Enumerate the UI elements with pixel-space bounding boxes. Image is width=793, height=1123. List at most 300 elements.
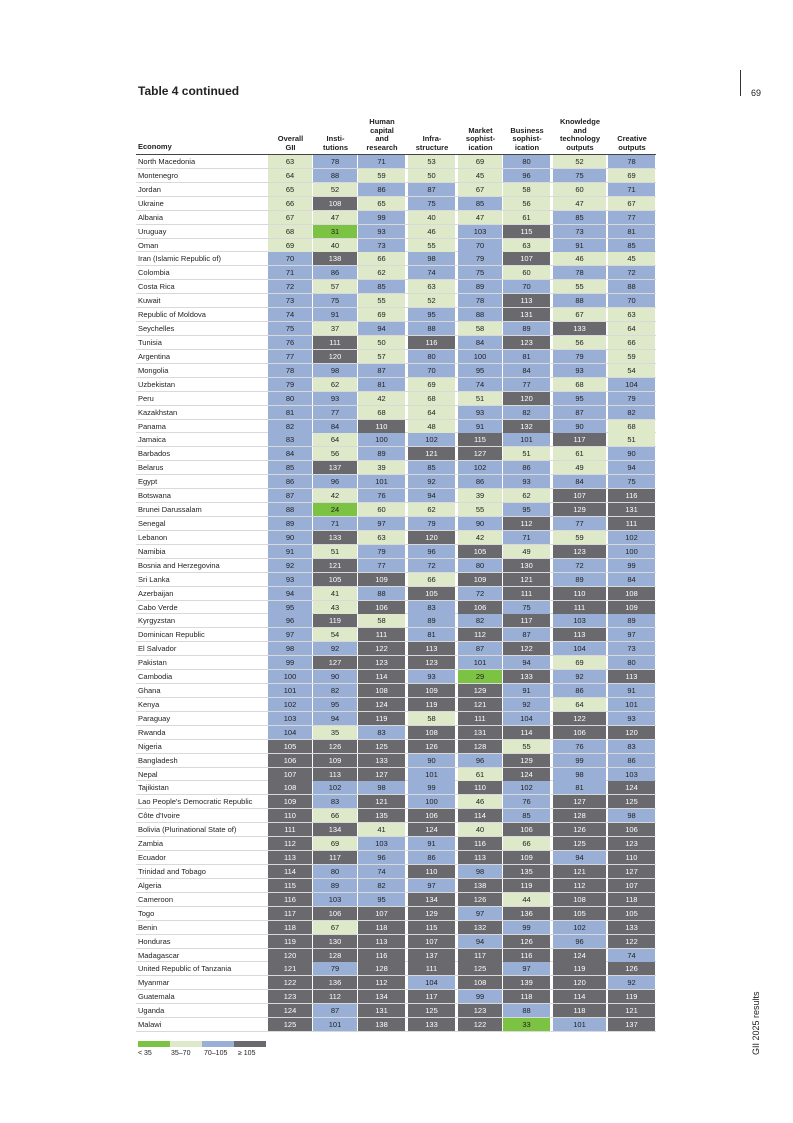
rank-cell-institutions: 127 xyxy=(313,656,357,669)
table-row xyxy=(136,350,656,364)
rank-cell-creative-outputs: 116 xyxy=(608,489,655,502)
rank-cell-human-capital: 79 xyxy=(358,545,405,558)
economy-name: Kyrgyzstan xyxy=(138,616,176,626)
rank-cell-market-sophistication: 114 xyxy=(458,809,502,822)
rank-cell-creative-outputs: 71 xyxy=(608,183,655,196)
rank-cell-institutions: 84 xyxy=(313,420,357,433)
rank-cell-human-capital: 125 xyxy=(358,740,405,753)
rank-cell-institutions: 134 xyxy=(313,823,357,836)
rank-cell-creative-outputs: 68 xyxy=(608,420,655,433)
rank-cell-human-capital: 135 xyxy=(358,809,405,822)
rank-cell-knowledge-outputs: 76 xyxy=(553,740,606,753)
economy-name: Tajikistan xyxy=(138,783,169,793)
rank-cell-infrastructure: 134 xyxy=(408,893,455,906)
rank-cell-market-sophistication: 91 xyxy=(458,420,502,433)
rank-cell-human-capital: 76 xyxy=(358,489,405,502)
rank-cell-market-sophistication: 100 xyxy=(458,350,502,363)
table-row xyxy=(136,726,656,740)
rank-cell-infrastructure: 46 xyxy=(408,225,455,238)
economy-name: Brunei Darussalam xyxy=(138,505,202,515)
rank-cell-infrastructure: 80 xyxy=(408,350,455,363)
economy-name: Kazakhstan xyxy=(138,407,178,417)
economy-name: Tunisia xyxy=(138,337,162,347)
rank-cell-institutions: 41 xyxy=(313,587,357,600)
rank-cell-institutions: 105 xyxy=(313,573,357,586)
table-row xyxy=(136,670,656,684)
rank-cell-human-capital: 110 xyxy=(358,420,405,433)
rank-cell-human-capital: 123 xyxy=(358,656,405,669)
rank-cell-knowledge-outputs: 118 xyxy=(553,1004,606,1017)
rank-cell-infrastructure: 40 xyxy=(408,211,455,224)
rank-cell-institutions: 120 xyxy=(313,350,357,363)
economy-name: Benin xyxy=(138,922,158,932)
rank-cell-knowledge-outputs: 94 xyxy=(553,851,606,864)
rank-cell-institutions: 57 xyxy=(313,280,357,293)
rank-cell-business-sophistication: 55 xyxy=(503,740,550,753)
rank-cell-infrastructure: 66 xyxy=(408,573,455,586)
economy-name: Peru xyxy=(138,393,154,403)
rank-cell-overall-gii: 89 xyxy=(268,517,312,530)
legend-label-35-70: 35–70 xyxy=(171,1050,191,1057)
table-row xyxy=(136,754,656,768)
rank-cell-market-sophistication: 85 xyxy=(458,197,502,210)
table-row xyxy=(136,865,656,879)
rank-cell-overall-gii: 108 xyxy=(268,781,312,794)
rank-cell-knowledge-outputs: 110 xyxy=(553,587,606,600)
economy-name: Uganda xyxy=(138,1006,165,1016)
header-rule xyxy=(740,70,741,96)
rank-cell-business-sophistication: 88 xyxy=(503,1004,550,1017)
rank-cell-creative-outputs: 77 xyxy=(608,211,655,224)
table-row xyxy=(136,1018,656,1032)
rank-cell-market-sophistication: 93 xyxy=(458,406,502,419)
rank-cell-creative-outputs: 137 xyxy=(608,1018,655,1031)
rank-cell-overall-gii: 67 xyxy=(268,211,312,224)
economy-name: United Republic of Tanzania xyxy=(138,964,232,974)
rank-cell-overall-gii: 122 xyxy=(268,976,312,989)
rank-cell-institutions: 83 xyxy=(313,795,357,808)
rank-cell-creative-outputs: 83 xyxy=(608,740,655,753)
table-row xyxy=(136,420,656,434)
rank-cell-knowledge-outputs: 124 xyxy=(553,949,606,962)
economy-name: Algeria xyxy=(138,880,162,890)
rank-cell-creative-outputs: 59 xyxy=(608,350,655,363)
rank-cell-human-capital: 60 xyxy=(358,503,405,516)
rank-cell-business-sophistication: 81 xyxy=(503,350,550,363)
rank-cell-overall-gii: 87 xyxy=(268,489,312,502)
rank-cell-market-sophistication: 96 xyxy=(458,754,502,767)
rank-cell-human-capital: 99 xyxy=(358,211,405,224)
table-row xyxy=(136,614,656,628)
rank-cell-human-capital: 112 xyxy=(358,976,405,989)
economy-name: Jordan xyxy=(138,184,161,194)
rank-cell-creative-outputs: 107 xyxy=(608,879,655,892)
rank-cell-creative-outputs: 118 xyxy=(608,893,655,906)
rank-cell-infrastructure: 106 xyxy=(408,809,455,822)
rank-cell-overall-gii: 83 xyxy=(268,433,312,446)
rank-cell-knowledge-outputs: 113 xyxy=(553,628,606,641)
rank-cell-human-capital: 118 xyxy=(358,921,405,934)
rank-cell-knowledge-outputs: 49 xyxy=(553,461,606,474)
rank-cell-institutions: 128 xyxy=(313,949,357,962)
economy-name: Panama xyxy=(138,421,166,431)
rank-cell-creative-outputs: 85 xyxy=(608,239,655,252)
rank-cell-institutions: 62 xyxy=(313,378,357,391)
rank-cell-institutions: 96 xyxy=(313,475,357,488)
table-row xyxy=(136,990,656,1004)
rank-cell-infrastructure: 117 xyxy=(408,990,455,1003)
rank-cell-institutions: 42 xyxy=(313,489,357,502)
economy-name: Jamaica xyxy=(138,435,166,445)
rank-cell-business-sophistication: 126 xyxy=(503,935,550,948)
rank-cell-knowledge-outputs: 128 xyxy=(553,809,606,822)
table-row xyxy=(136,976,656,990)
rank-cell-overall-gii: 99 xyxy=(268,656,312,669)
rank-cell-market-sophistication: 131 xyxy=(458,726,502,739)
rank-cell-business-sophistication: 96 xyxy=(503,169,550,182)
rank-cell-business-sophistication: 123 xyxy=(503,336,550,349)
rank-cell-infrastructure: 85 xyxy=(408,461,455,474)
rank-cell-overall-gii: 125 xyxy=(268,1018,312,1031)
rank-cell-creative-outputs: 70 xyxy=(608,294,655,307)
rank-cell-human-capital: 85 xyxy=(358,280,405,293)
economy-name: Cameroon xyxy=(138,894,174,904)
rank-cell-human-capital: 93 xyxy=(358,225,405,238)
rank-cell-human-capital: 113 xyxy=(358,935,405,948)
rank-cell-overall-gii: 102 xyxy=(268,698,312,711)
rank-cell-overall-gii: 88 xyxy=(268,503,312,516)
rank-cell-business-sophistication: 133 xyxy=(503,670,550,683)
economy-name: Ecuador xyxy=(138,853,166,863)
rank-cell-knowledge-outputs: 101 xyxy=(553,1018,606,1031)
rank-cell-institutions: 24 xyxy=(313,503,357,516)
rank-cell-business-sophistication: 124 xyxy=(503,768,550,781)
rank-cell-creative-outputs: 67 xyxy=(608,197,655,210)
rank-cell-creative-outputs: 101 xyxy=(608,698,655,711)
rank-cell-business-sophistication: 116 xyxy=(503,949,550,962)
rank-cell-institutions: 113 xyxy=(313,768,357,781)
rank-cell-knowledge-outputs: 56 xyxy=(553,336,606,349)
rank-cell-overall-gii: 63 xyxy=(268,155,312,168)
economy-name: Cambodia xyxy=(138,672,173,682)
rank-cell-knowledge-outputs: 84 xyxy=(553,475,606,488)
rank-cell-infrastructure: 69 xyxy=(408,378,455,391)
rank-cell-infrastructure: 102 xyxy=(408,433,455,446)
rank-cell-creative-outputs: 93 xyxy=(608,712,655,725)
rank-cell-knowledge-outputs: 120 xyxy=(553,976,606,989)
table-row xyxy=(136,308,656,322)
rank-cell-human-capital: 97 xyxy=(358,517,405,530)
rank-cell-human-capital: 106 xyxy=(358,601,405,614)
rank-cell-business-sophistication: 87 xyxy=(503,628,550,641)
rank-cell-knowledge-outputs: 98 xyxy=(553,768,606,781)
rank-cell-market-sophistication: 69 xyxy=(458,155,502,168)
rank-cell-business-sophistication: 33 xyxy=(503,1018,550,1031)
rank-cell-infrastructure: 98 xyxy=(408,252,455,265)
rank-cell-knowledge-outputs: 91 xyxy=(553,239,606,252)
rank-cell-business-sophistication: 85 xyxy=(503,809,550,822)
rank-cell-overall-gii: 82 xyxy=(268,420,312,433)
rank-cell-business-sophistication: 86 xyxy=(503,461,550,474)
table-row xyxy=(136,768,656,782)
rank-cell-knowledge-outputs: 81 xyxy=(553,781,606,794)
rank-cell-human-capital: 111 xyxy=(358,628,405,641)
rank-cell-infrastructure: 125 xyxy=(408,1004,455,1017)
rank-cell-knowledge-outputs: 47 xyxy=(553,197,606,210)
table-row xyxy=(136,280,656,294)
economy-name: Lebanon xyxy=(138,532,168,542)
table-row xyxy=(136,1004,656,1018)
rank-cell-overall-gii: 65 xyxy=(268,183,312,196)
rank-cell-creative-outputs: 104 xyxy=(608,378,655,391)
rank-cell-market-sophistication: 97 xyxy=(458,907,502,920)
rank-cell-business-sophistication: 71 xyxy=(503,531,550,544)
rank-cell-creative-outputs: 124 xyxy=(608,781,655,794)
rank-cell-infrastructure: 119 xyxy=(408,698,455,711)
rank-cell-institutions: 87 xyxy=(313,1004,357,1017)
header-institutions: Insti- tutions xyxy=(323,134,348,152)
rank-cell-human-capital: 109 xyxy=(358,573,405,586)
rank-cell-infrastructure: 100 xyxy=(408,795,455,808)
rank-cell-market-sophistication: 94 xyxy=(458,935,502,948)
rank-cell-infrastructure: 79 xyxy=(408,517,455,530)
economy-name: Colombia xyxy=(138,268,170,278)
legend-swatch-35-70 xyxy=(170,1041,202,1047)
rank-cell-creative-outputs: 81 xyxy=(608,225,655,238)
rank-cell-overall-gii: 76 xyxy=(268,336,312,349)
rank-cell-human-capital: 138 xyxy=(358,1018,405,1031)
rank-cell-overall-gii: 68 xyxy=(268,225,312,238)
rank-cell-infrastructure: 116 xyxy=(408,336,455,349)
rank-cell-creative-outputs: 126 xyxy=(608,962,655,975)
rank-cell-human-capital: 133 xyxy=(358,754,405,767)
rank-cell-infrastructure: 108 xyxy=(408,726,455,739)
rank-cell-infrastructure: 55 xyxy=(408,239,455,252)
rank-cell-infrastructure: 107 xyxy=(408,935,455,948)
rank-cell-business-sophistication: 51 xyxy=(503,447,550,460)
rank-cell-overall-gii: 96 xyxy=(268,614,312,627)
rank-cell-human-capital: 74 xyxy=(358,865,405,878)
rank-cell-business-sophistication: 56 xyxy=(503,197,550,210)
table-row xyxy=(136,573,656,587)
rank-cell-market-sophistication: 115 xyxy=(458,433,502,446)
rank-cell-knowledge-outputs: 69 xyxy=(553,656,606,669)
rank-cell-market-sophistication: 40 xyxy=(458,823,502,836)
rank-cell-creative-outputs: 54 xyxy=(608,364,655,377)
rank-cell-market-sophistication: 78 xyxy=(458,294,502,307)
table-row xyxy=(136,336,656,350)
economy-column-header: Economy xyxy=(138,142,172,151)
rank-cell-institutions: 47 xyxy=(313,211,357,224)
rank-cell-infrastructure: 121 xyxy=(408,447,455,460)
table-row xyxy=(136,642,656,656)
economy-name: Republic of Moldova xyxy=(138,310,206,320)
rank-cell-knowledge-outputs: 55 xyxy=(553,280,606,293)
rank-cell-market-sophistication: 82 xyxy=(458,614,502,627)
economy-name: Montenegro xyxy=(138,170,179,180)
rank-cell-market-sophistication: 75 xyxy=(458,266,502,279)
rank-cell-business-sophistication: 139 xyxy=(503,976,550,989)
rank-cell-infrastructure: 133 xyxy=(408,1018,455,1031)
rank-cell-market-sophistication: 84 xyxy=(458,336,502,349)
rank-cell-business-sophistication: 94 xyxy=(503,656,550,669)
economy-name: Rwanda xyxy=(138,727,166,737)
rank-cell-institutions: 79 xyxy=(313,962,357,975)
rank-cell-overall-gii: 113 xyxy=(268,851,312,864)
page-number: 69 xyxy=(751,88,762,98)
rank-cell-overall-gii: 94 xyxy=(268,587,312,600)
rank-cell-overall-gii: 98 xyxy=(268,642,312,655)
rank-cell-human-capital: 82 xyxy=(358,879,405,892)
rank-cell-market-sophistication: 121 xyxy=(458,698,502,711)
economy-name: Albania xyxy=(138,212,164,222)
header-knowledge-outputs: Knowledge and technology outputs xyxy=(559,117,600,152)
rank-cell-human-capital: 100 xyxy=(358,433,405,446)
rank-cell-overall-gii: 118 xyxy=(268,921,312,934)
rank-cell-knowledge-outputs: 126 xyxy=(553,823,606,836)
rank-cell-institutions: 95 xyxy=(313,698,357,711)
rank-cell-human-capital: 55 xyxy=(358,294,405,307)
legend-label-ge105: ≥ 105 xyxy=(238,1050,256,1057)
rank-cell-business-sophistication: 130 xyxy=(503,559,550,572)
table-row xyxy=(136,183,656,197)
rank-cell-knowledge-outputs: 85 xyxy=(553,211,606,224)
table-row xyxy=(136,433,656,447)
rank-cell-human-capital: 128 xyxy=(358,962,405,975)
rank-cell-human-capital: 58 xyxy=(358,614,405,627)
rank-cell-creative-outputs: 105 xyxy=(608,907,655,920)
rank-cell-business-sophistication: 109 xyxy=(503,851,550,864)
rank-cell-business-sophistication: 80 xyxy=(503,155,550,168)
rank-cell-infrastructure: 124 xyxy=(408,823,455,836)
rank-cell-human-capital: 57 xyxy=(358,350,405,363)
rank-cell-business-sophistication: 84 xyxy=(503,364,550,377)
table-row xyxy=(136,698,656,712)
rank-cell-human-capital: 122 xyxy=(358,642,405,655)
rank-cell-infrastructure: 104 xyxy=(408,976,455,989)
rank-cell-infrastructure: 96 xyxy=(408,545,455,558)
rank-cell-human-capital: 42 xyxy=(358,392,405,405)
rank-cell-overall-gii: 71 xyxy=(268,266,312,279)
economy-name: Barbados xyxy=(138,449,171,459)
table-row xyxy=(136,559,656,573)
rank-cell-market-sophistication: 113 xyxy=(458,851,502,864)
rank-cell-infrastructure: 63 xyxy=(408,280,455,293)
rank-cell-market-sophistication: 86 xyxy=(458,475,502,488)
economy-name: Madagascar xyxy=(138,950,180,960)
header-human-capital: Human capital and research xyxy=(366,117,398,152)
rank-cell-business-sophistication: 104 xyxy=(503,712,550,725)
rank-cell-overall-gii: 84 xyxy=(268,447,312,460)
rank-cell-overall-gii: 106 xyxy=(268,754,312,767)
rank-cell-knowledge-outputs: 103 xyxy=(553,614,606,627)
rank-cell-overall-gii: 64 xyxy=(268,169,312,182)
rank-cell-infrastructure: 48 xyxy=(408,420,455,433)
rank-cell-knowledge-outputs: 75 xyxy=(553,169,606,182)
rank-cell-overall-gii: 95 xyxy=(268,601,312,614)
rank-cell-human-capital: 114 xyxy=(358,670,405,683)
table-row xyxy=(136,684,656,698)
rank-cell-business-sophistication: 58 xyxy=(503,183,550,196)
rank-cell-overall-gii: 117 xyxy=(268,907,312,920)
rank-cell-institutions: 90 xyxy=(313,670,357,683)
rank-cell-overall-gii: 81 xyxy=(268,406,312,419)
economy-name: Pakistan xyxy=(138,658,167,668)
rank-cell-creative-outputs: 51 xyxy=(608,433,655,446)
legend-swatch-70-105 xyxy=(202,1041,234,1047)
economy-name: Costa Rica xyxy=(138,282,175,292)
rank-cell-creative-outputs: 108 xyxy=(608,587,655,600)
rank-cell-knowledge-outputs: 104 xyxy=(553,642,606,655)
rank-cell-human-capital: 98 xyxy=(358,781,405,794)
table-row xyxy=(136,197,656,211)
table-row xyxy=(136,601,656,615)
economy-name: Bangladesh xyxy=(138,755,178,765)
rank-cell-knowledge-outputs: 77 xyxy=(553,517,606,530)
rank-cell-business-sophistication: 121 xyxy=(503,573,550,586)
rank-cell-creative-outputs: 78 xyxy=(608,155,655,168)
rank-cell-business-sophistication: 44 xyxy=(503,893,550,906)
rank-cell-business-sophistication: 97 xyxy=(503,962,550,975)
economy-name: North Macedonia xyxy=(138,157,196,166)
table-row xyxy=(136,517,656,531)
rank-cell-human-capital: 65 xyxy=(358,197,405,210)
rank-cell-institutions: 43 xyxy=(313,601,357,614)
rank-cell-creative-outputs: 100 xyxy=(608,545,655,558)
rank-cell-market-sophistication: 98 xyxy=(458,865,502,878)
rank-cell-market-sophistication: 55 xyxy=(458,503,502,516)
rank-cell-overall-gii: 112 xyxy=(268,837,312,850)
rank-cell-market-sophistication: 123 xyxy=(458,1004,502,1017)
rank-cell-knowledge-outputs: 90 xyxy=(553,420,606,433)
rank-cell-knowledge-outputs: 117 xyxy=(553,433,606,446)
table-row xyxy=(136,628,656,642)
rank-cell-infrastructure: 110 xyxy=(408,865,455,878)
rank-cell-infrastructure: 87 xyxy=(408,183,455,196)
rank-cell-institutions: 51 xyxy=(313,545,357,558)
rank-cell-market-sophistication: 58 xyxy=(458,322,502,335)
rank-cell-market-sophistication: 105 xyxy=(458,545,502,558)
rank-cell-institutions: 94 xyxy=(313,712,357,725)
rank-cell-overall-gii: 69 xyxy=(268,239,312,252)
rank-cell-market-sophistication: 51 xyxy=(458,392,502,405)
rank-cell-market-sophistication: 42 xyxy=(458,531,502,544)
rank-cell-institutions: 69 xyxy=(313,837,357,850)
rank-cell-knowledge-outputs: 127 xyxy=(553,795,606,808)
rank-cell-market-sophistication: 72 xyxy=(458,587,502,600)
rank-cell-institutions: 117 xyxy=(313,851,357,864)
rank-cell-business-sophistication: 117 xyxy=(503,614,550,627)
rank-cell-institutions: 37 xyxy=(313,322,357,335)
economy-name: Bosnia and Herzegovina xyxy=(138,560,220,570)
rank-cell-business-sophistication: 62 xyxy=(503,489,550,502)
table-row xyxy=(136,545,656,559)
table-row xyxy=(136,239,656,253)
rank-cell-knowledge-outputs: 107 xyxy=(553,489,606,502)
rank-cell-market-sophistication: 39 xyxy=(458,489,502,502)
economy-name: Lao People's Democratic Republic xyxy=(138,797,253,807)
rank-cell-business-sophistication: 95 xyxy=(503,503,550,516)
rank-cell-knowledge-outputs: 46 xyxy=(553,252,606,265)
table-row xyxy=(136,823,656,837)
rank-cell-knowledge-outputs: 105 xyxy=(553,907,606,920)
rank-cell-overall-gii: 111 xyxy=(268,823,312,836)
economy-name: Kuwait xyxy=(138,296,161,306)
rank-cell-overall-gii: 109 xyxy=(268,795,312,808)
table-row xyxy=(136,392,656,406)
rank-cell-business-sophistication: 135 xyxy=(503,865,550,878)
rank-cell-institutions: 54 xyxy=(313,628,357,641)
